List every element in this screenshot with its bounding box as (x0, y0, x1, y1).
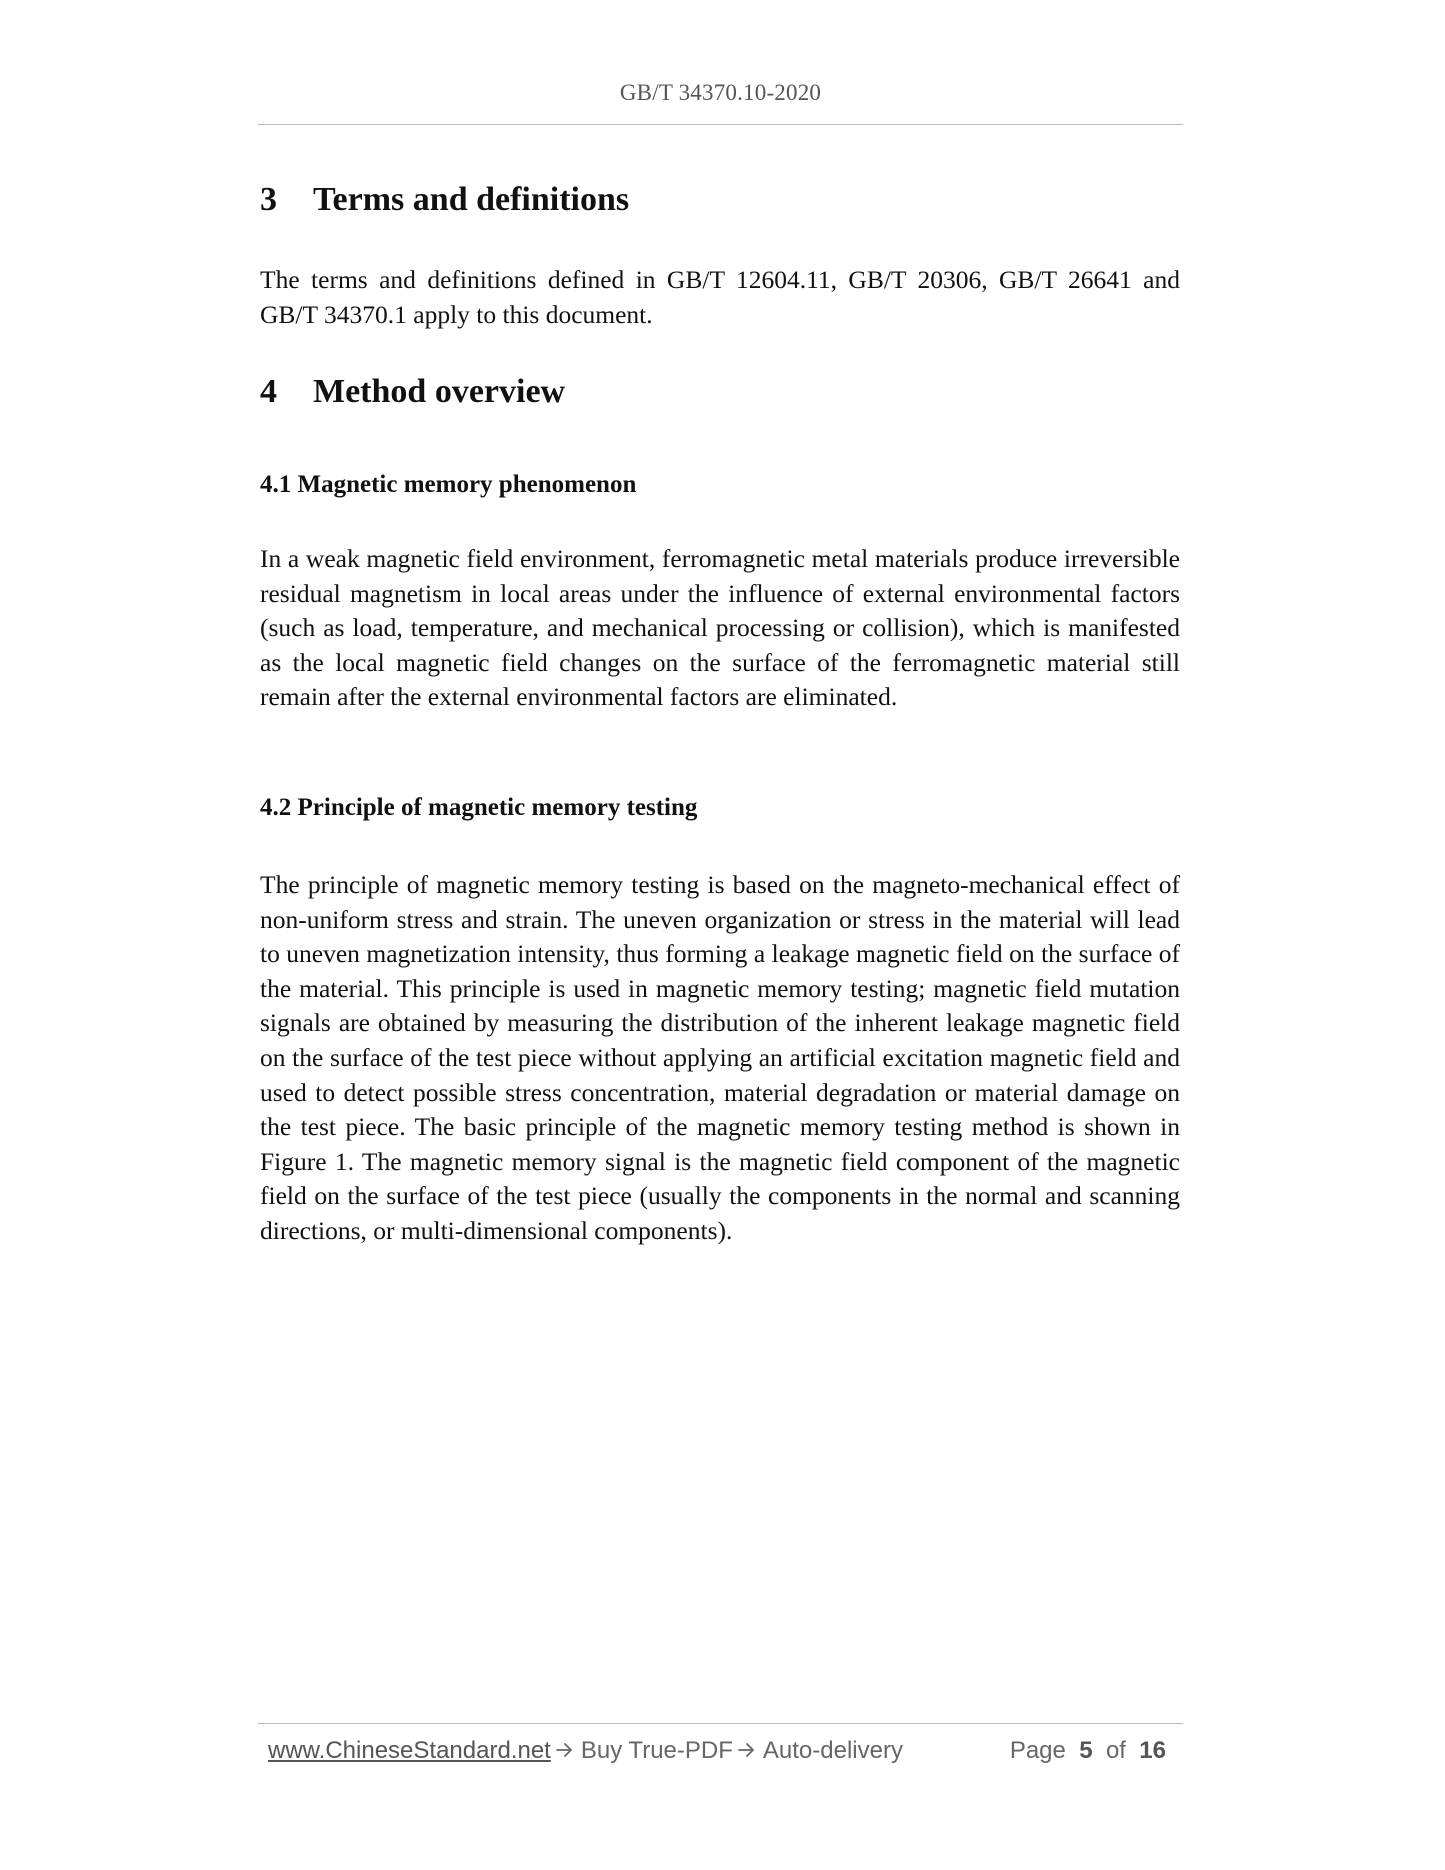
section-4-number: 4 (260, 373, 277, 410)
footer-promo (268, 1737, 903, 1765)
buy-text: Buy True-PDF (580, 1737, 733, 1764)
page-label: Page (1009, 1737, 1066, 1764)
section-4-title: Method overview (313, 373, 566, 410)
delivery-text: Auto-delivery (762, 1737, 903, 1764)
of-label: of (1105, 1737, 1126, 1764)
section-3-body: The terms and definitions defined in GB/T 12604.11, GB/T 20306, GB/T 26641 and GB/T 34370.1 apply to this document. (260, 265, 1180, 329)
site-link[interactable]: www.ChineseStandard.net (268, 1737, 551, 1764)
header-rule (258, 124, 1183, 125)
section-4-2-body: The principle of magnetic memory testing is based on the magneto-mechanical effect of non-uniform stress and strain. The uneven organization or stress in the material will lead to uneven magnetization intensity, thus forming a leakage magnetic field on the surface of the material. This principle is used in magnetic memory testing; magnetic field mutation signals are obtained by measuring the distribution of the inherent leakage magnetic field on the surface of the test piece without applying an artificial excitation magnetic field and used to detect possible stress concentration, material degradation or material damage on the test piece. The basic principle of the magnetic memory testing method is shown in Figure 1. The magnetic memory signal is the magnetic field component of the magnetic field on the surface of the test piece (usually the components in the normal and scanning directions, or multi-dimensional components). (260, 870, 1180, 1245)
page-current: 5 (1079, 1737, 1093, 1764)
arrow-right-icon (555, 1740, 575, 1760)
section-4-heading (260, 373, 565, 411)
page-footer (268, 1737, 1178, 1777)
footer-rule (258, 1723, 1183, 1724)
arrow-right-icon (737, 1740, 757, 1760)
section-3-number: 3 (260, 181, 277, 218)
section-4-1-body: In a weak magnetic field environment, ferromagnetic metal materials produce irreversible residual magnetism in local areas under the influence of external environmental factors (such as load, temperature, and mechanical processing or collision), which is manifested as the local magnetic field changes on the surface of the ferromagnetic material still remain after the external environmental factors are eliminated. (260, 544, 1180, 712)
section-4-2-heading: 4.2 Principle of magnetic memory testing (260, 794, 698, 821)
page-counter (1010, 1737, 1166, 1765)
page-total: 16 (1139, 1737, 1166, 1764)
running-header: GB/T 34370.10-2020 (619, 80, 822, 105)
section-3-heading (260, 181, 629, 219)
section-4-1-heading: 4.1 Magnetic memory phenomenon (260, 471, 637, 498)
section-3-title: Terms and definitions (313, 181, 630, 218)
